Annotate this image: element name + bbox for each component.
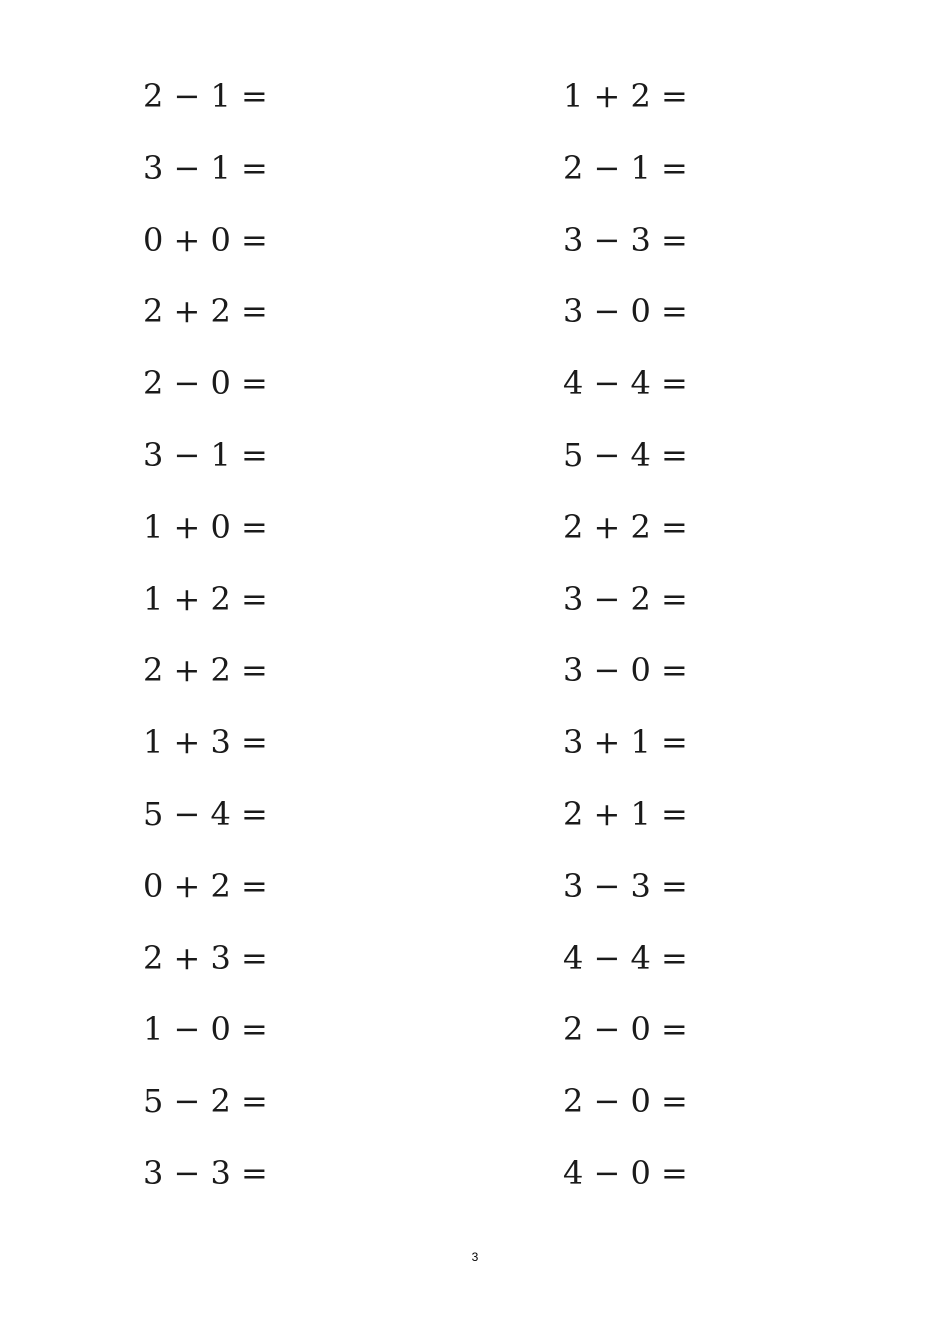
right-problem-column: [563, 72, 763, 1221]
math-problem: 1 + 3 =: [143, 723, 268, 762]
math-problem: 5 − 4 =: [143, 794, 268, 833]
math-problem: 0 + 0 =: [143, 220, 268, 259]
math-problem: 5 − 2 =: [143, 1082, 268, 1121]
math-problem: 2 + 1 =: [563, 794, 688, 833]
math-problem: 4 − 4 =: [563, 364, 688, 403]
math-problem: 1 − 0 =: [143, 1010, 268, 1049]
math-problem: 1 + 2 =: [563, 77, 688, 115]
math-problem: 3 − 1 =: [143, 435, 268, 474]
math-problem: 2 + 2 =: [563, 507, 688, 546]
math-problem: 2 − 0 =: [563, 1010, 688, 1049]
math-problem: 2 + 3 =: [143, 938, 268, 977]
math-problem: 2 + 2 =: [143, 651, 268, 690]
math-problem: 4 − 0 =: [563, 1153, 688, 1192]
math-problem: 4 − 4 =: [563, 938, 688, 977]
math-problem: 5 − 4 =: [563, 435, 688, 474]
math-problem: 3 − 1 =: [143, 148, 268, 187]
math-problem: 2 − 0 =: [143, 364, 268, 403]
math-problem: 1 + 0 =: [143, 507, 268, 546]
math-problem: 3 − 0 =: [563, 292, 688, 331]
math-problem: 0 + 2 =: [143, 866, 268, 905]
math-problem: 3 − 3 =: [563, 866, 688, 905]
math-problem: 2 − 1 =: [143, 77, 268, 115]
math-problem: 3 − 3 =: [143, 1153, 268, 1192]
math-problem: 1 + 2 =: [143, 579, 268, 618]
page-number: 3: [471, 1250, 479, 1264]
math-problem: 3 − 2 =: [563, 579, 688, 618]
math-problem: 2 + 2 =: [143, 292, 268, 331]
left-problem-column: [143, 72, 343, 1221]
math-problem: 2 − 1 =: [563, 148, 688, 187]
math-problem: 3 − 0 =: [563, 651, 688, 690]
math-problem: 3 − 3 =: [563, 220, 688, 259]
math-problem: 3 + 1 =: [563, 723, 688, 762]
math-problem: 2 − 0 =: [563, 1082, 688, 1121]
